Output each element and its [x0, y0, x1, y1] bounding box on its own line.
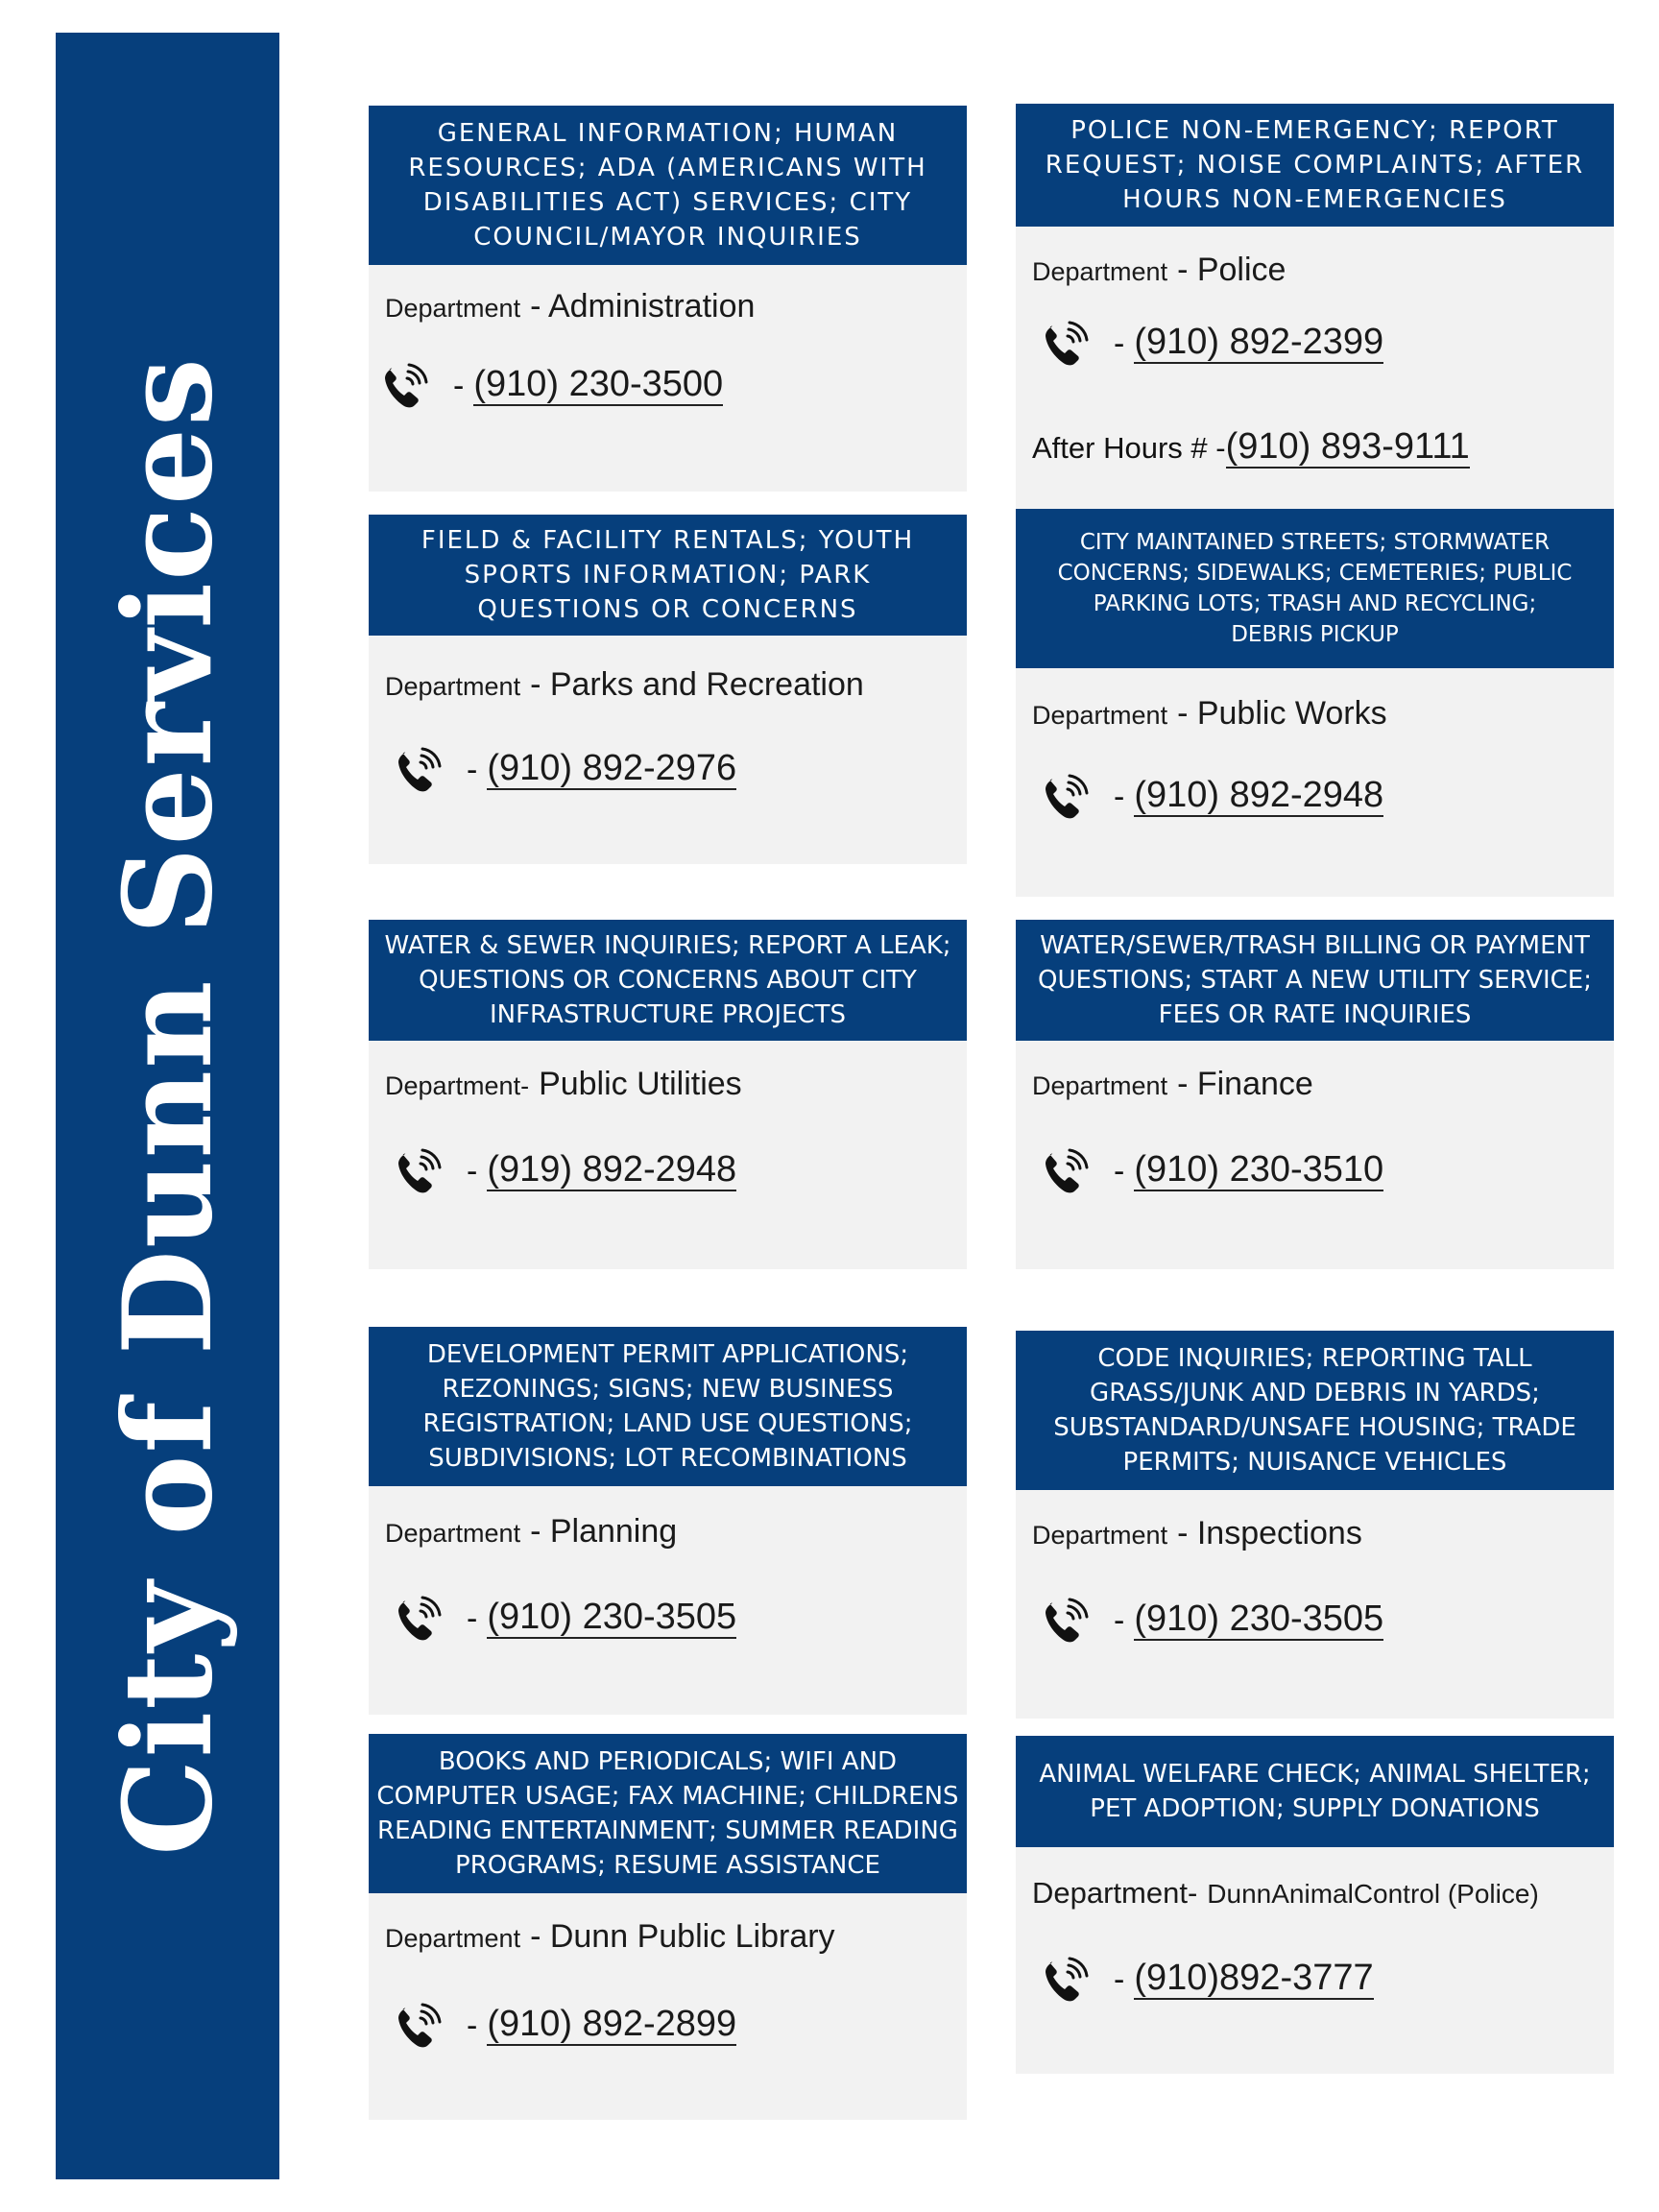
card-public-utilities [369, 920, 967, 1269]
sidebar-banner [56, 33, 279, 2179]
topic-line: QUESTIONS OR CONCERNS [477, 595, 858, 624]
department-line [385, 1066, 742, 1103]
card-topics [1016, 920, 1614, 1041]
phone-icon [1039, 770, 1093, 824]
department-label: Department- [1032, 1876, 1198, 1910]
card-topics [369, 515, 967, 636]
phone-icon [392, 1999, 445, 2053]
department-line [1032, 1876, 1539, 1911]
phone-icon [378, 359, 432, 413]
topic-line: DEVELOPMENT PERMIT APPLICATIONS; [426, 1340, 909, 1369]
department-line [385, 666, 864, 704]
phone-icon [392, 1144, 445, 1198]
card-administration [369, 106, 967, 492]
topic-line: HOURS NON-EMERGENCIES [1122, 185, 1507, 214]
card-parks-recreation [369, 515, 967, 864]
topic-line: WATER/SEWER/TRASH BILLING OR PAYMENT [1040, 931, 1590, 960]
department-line [1032, 695, 1387, 733]
after-hours-label: After Hours # - [1032, 431, 1226, 465]
card-inspections [1016, 1331, 1614, 1719]
topic-line: READING ENTERTAINMENT; SUMMER READING [377, 1816, 958, 1845]
phone-row: - (919) 892-2948 [392, 1144, 736, 1198]
phone-number-link[interactable]: (910) 892-2399 [1134, 322, 1384, 363]
topic-line: WATER & SEWER INQUIRIES; REPORT A LEAK; [384, 931, 951, 960]
department-name: - Police [1177, 252, 1286, 288]
topic-line: SUBDIVISIONS; LOT RECOMBINATIONS [428, 1444, 907, 1473]
phone-icon [1039, 1144, 1093, 1198]
phone-row: - (910) 892-2948 [1039, 770, 1383, 824]
page-title: City of Dunn Services [96, 356, 239, 1856]
department-line [385, 288, 755, 325]
topic-line: REZONINGS; SIGNS; NEW BUSINESS [442, 1375, 894, 1404]
topic-line: INFRASTRUCTURE PROJECTS [489, 1000, 847, 1029]
phone-icon [392, 743, 445, 797]
topic-line: RESOURCES; ADA (AMERICANS WITH [408, 154, 927, 182]
department-name: - Dunn Public Library [530, 1918, 835, 1955]
card-topics [369, 1327, 967, 1486]
phone-icon [1039, 1953, 1093, 2007]
phone-number-link[interactable]: (910) 230-3500 [473, 364, 724, 405]
phone-row: - (910) 892-2976 [392, 743, 736, 797]
department-name: - Public Works [1177, 695, 1387, 732]
department-label: Department [1032, 701, 1168, 730]
topic-line: QUESTIONS OR CONCERNS ABOUT CITY [419, 966, 917, 995]
phone-icon [392, 1592, 445, 1646]
phone-row: - (910) 892-2899 [392, 1999, 736, 2053]
department-label: Department [385, 672, 521, 701]
phone-number-link[interactable]: (910) 892-2976 [487, 748, 737, 789]
after-hours-phone-link[interactable]: (910) 893-9111 [1225, 426, 1470, 467]
topic-line: CITY MAINTAINED STREETS; STORMWATER [1079, 530, 1551, 555]
topic-line: POLICE NON-EMERGENCY; REPORT [1070, 116, 1559, 145]
topic-line: PROGRAMS; RESUME ASSISTANCE [455, 1851, 880, 1880]
department-label: Department [385, 294, 521, 323]
department-label: Department- [385, 1071, 530, 1100]
department-label: Department [385, 1519, 521, 1548]
department-line [1032, 1515, 1362, 1552]
department-line [385, 1513, 677, 1551]
department-name: - Parks and Recreation [530, 666, 864, 703]
phone-row: - (910)892-3777 [1039, 1953, 1374, 2007]
phone-number-link[interactable]: (910) 892-2899 [487, 2004, 737, 2045]
phone-row: - (910) 230-3505 [1039, 1594, 1383, 1647]
topic-line: CONCERNS; SIDEWALKS; CEMETERIES; PUBLIC [1057, 561, 1573, 586]
topic-line: BOOKS AND PERIODICALS; WIFI AND [438, 1747, 898, 1776]
card-finance [1016, 920, 1614, 1269]
department-name: - Planning [530, 1513, 678, 1550]
phone-icon [1039, 317, 1093, 371]
phone-number-link[interactable]: (910)892-3777 [1134, 1958, 1374, 1999]
department-line [1032, 252, 1286, 289]
phone-number-link[interactable]: (910) 230-3510 [1134, 1149, 1384, 1190]
department-name: Public Utilities [539, 1066, 742, 1102]
topic-line: DEBRIS PICKUP [1231, 622, 1399, 647]
phone-row: - (910) 230-3500 [378, 359, 723, 413]
department-line [385, 1918, 835, 1956]
topic-line: FIELD & FACILITY RENTALS; YOUTH [421, 526, 915, 555]
topic-line: COUNCIL/MAYOR INQUIRIES [473, 223, 862, 252]
card-animal-control [1016, 1736, 1614, 2074]
department-name: DunnAnimalControl (Police) [1207, 1879, 1539, 1909]
topic-line: CODE INQUIRIES; REPORTING TALL [1097, 1344, 1532, 1373]
card-topics [369, 106, 967, 265]
phone-row: - (910) 230-3510 [1039, 1144, 1383, 1198]
department-label: Department [1032, 1071, 1168, 1100]
card-topics [369, 1734, 967, 1893]
phone-row: - (910) 892-2399 [1039, 317, 1383, 371]
topic-line: REQUEST; NOISE COMPLAINTS; AFTER [1045, 151, 1585, 180]
topic-line: COMPUTER USAGE; FAX MACHINE; CHILDRENS [376, 1782, 959, 1811]
topic-line: GRASS/JUNK AND DEBRIS IN YARDS; [1090, 1379, 1540, 1407]
topic-line: SPORTS INFORMATION; PARK [464, 561, 872, 589]
topic-line: REGISTRATION; LAND USE QUESTIONS; [422, 1409, 913, 1438]
card-topics [1016, 1331, 1614, 1490]
department-name: - Finance [1177, 1066, 1313, 1102]
topic-line: DISABILITIES ACT) SERVICES; CITY [422, 188, 913, 217]
topic-line: PET ADOPTION; SUPPLY DONATIONS [1090, 1794, 1540, 1823]
topic-line: ANIMAL WELFARE CHECK; ANIMAL SHELTER; [1039, 1760, 1591, 1789]
topic-line: PERMITS; NUISANCE VEHICLES [1122, 1448, 1507, 1477]
topic-line: QUESTIONS; START A NEW UTILITY SERVICE; [1038, 966, 1592, 995]
card-police [1016, 104, 1614, 509]
topic-line: GENERAL INFORMATION; HUMAN [437, 119, 899, 148]
department-label: Department [1032, 257, 1168, 286]
card-topics [1016, 1736, 1614, 1847]
card-library [369, 1734, 967, 2120]
topic-line: PARKING LOTS; TRASH AND RECYCLING; [1093, 591, 1537, 616]
card-topics [1016, 104, 1614, 227]
department-label: Department [385, 1924, 521, 1953]
department-name: - Administration [530, 288, 756, 325]
phone-number-link[interactable]: (910) 892-2948 [1134, 775, 1384, 816]
phone-row: - (910) 230-3505 [392, 1592, 736, 1646]
topic-line: SUBSTANDARD/UNSAFE HOUSING; TRADE [1053, 1413, 1576, 1442]
card-planning [369, 1327, 967, 1715]
topic-line: FEES OR RATE INQUIRIES [1158, 1000, 1472, 1029]
card-public-works [1016, 509, 1614, 897]
department-line [1032, 1066, 1313, 1103]
card-topics [1016, 509, 1614, 668]
card-topics [369, 920, 967, 1041]
department-label: Department [1032, 1521, 1168, 1550]
phone-number-link[interactable]: (910) 230-3505 [487, 1597, 737, 1638]
phone-number-link[interactable]: (910) 230-3505 [1134, 1599, 1384, 1640]
phone-number-link[interactable]: (919) 892-2948 [487, 1149, 737, 1190]
phone-icon [1039, 1594, 1093, 1647]
after-hours-line [1032, 428, 1470, 467]
department-name: - Inspections [1177, 1515, 1362, 1551]
